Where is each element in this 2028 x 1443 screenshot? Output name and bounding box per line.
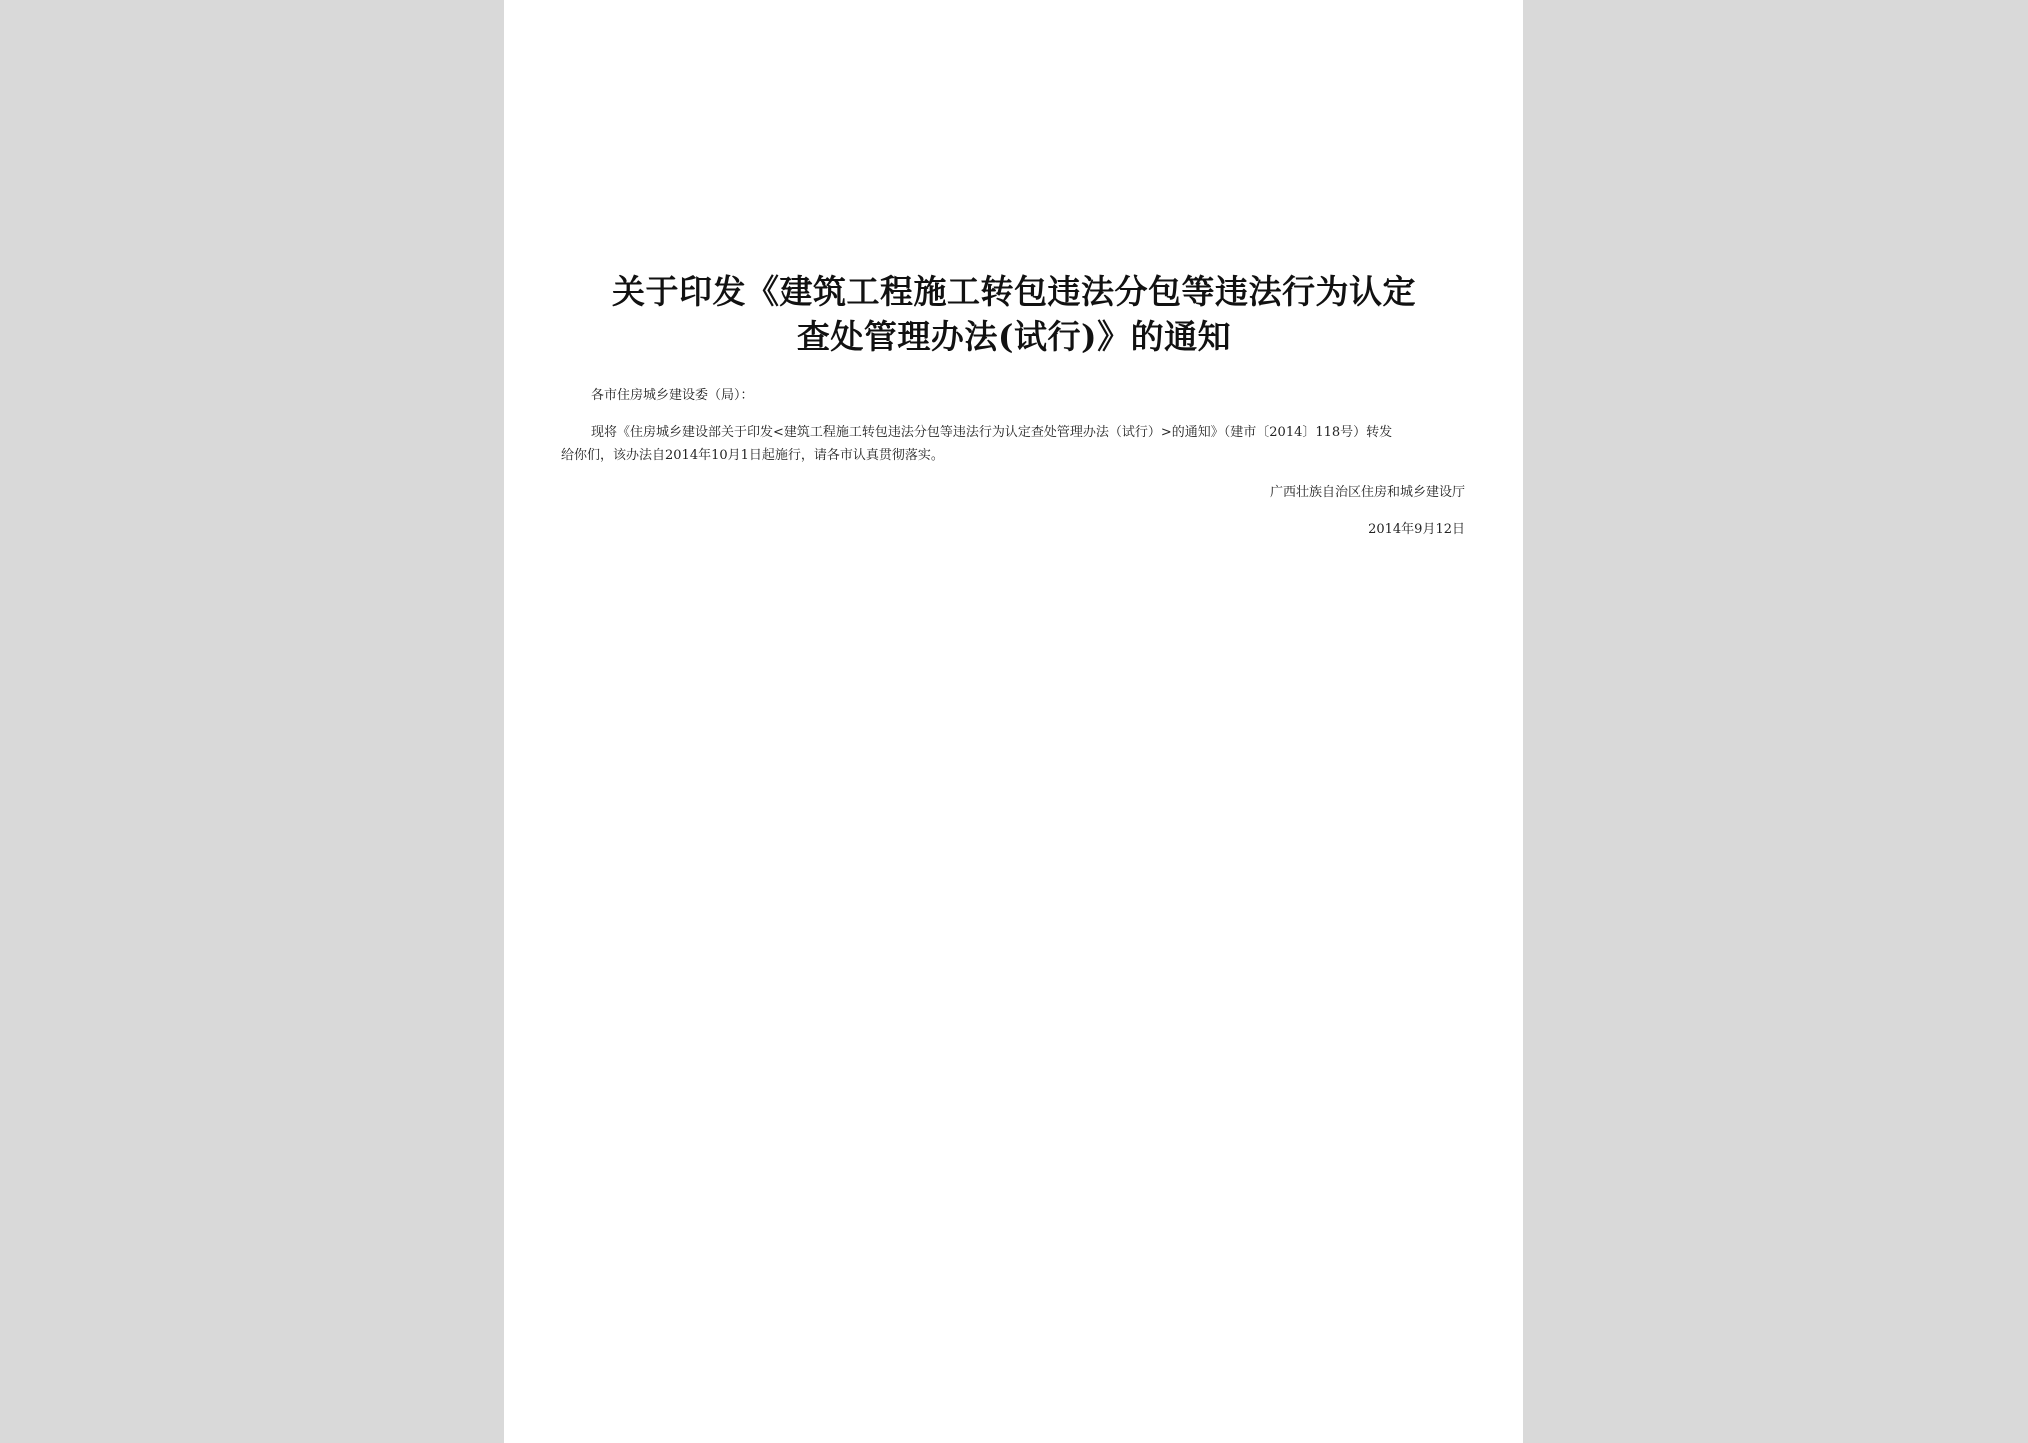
document-title-line-2: 查处管理办法(试行)》的通知 xyxy=(796,317,1232,356)
body-paragraph-line-2: 给你们，该办法自2014年10月1日起施行，请各市认真贯彻落实。 xyxy=(561,448,944,463)
document-title-line-1: 关于印发《建筑工程施工转包违法分包等违法行为认定 xyxy=(612,272,1416,311)
body-paragraph-line-1: 现将《住房城乡建设部关于印发<建筑工程施工转包违法分包等违法行为认定查处管理办法（试行）>的通知》（建市〔2014〕118号）转发 xyxy=(591,425,1393,440)
salutation: 各市住房城乡建设委（局）： xyxy=(591,388,754,403)
issuer-signature: 广西壮族自治区住房和城乡建设厅 xyxy=(1269,485,1465,500)
document-page xyxy=(504,0,1523,1443)
issue-date: 2014年9月12日 xyxy=(1368,522,1465,537)
